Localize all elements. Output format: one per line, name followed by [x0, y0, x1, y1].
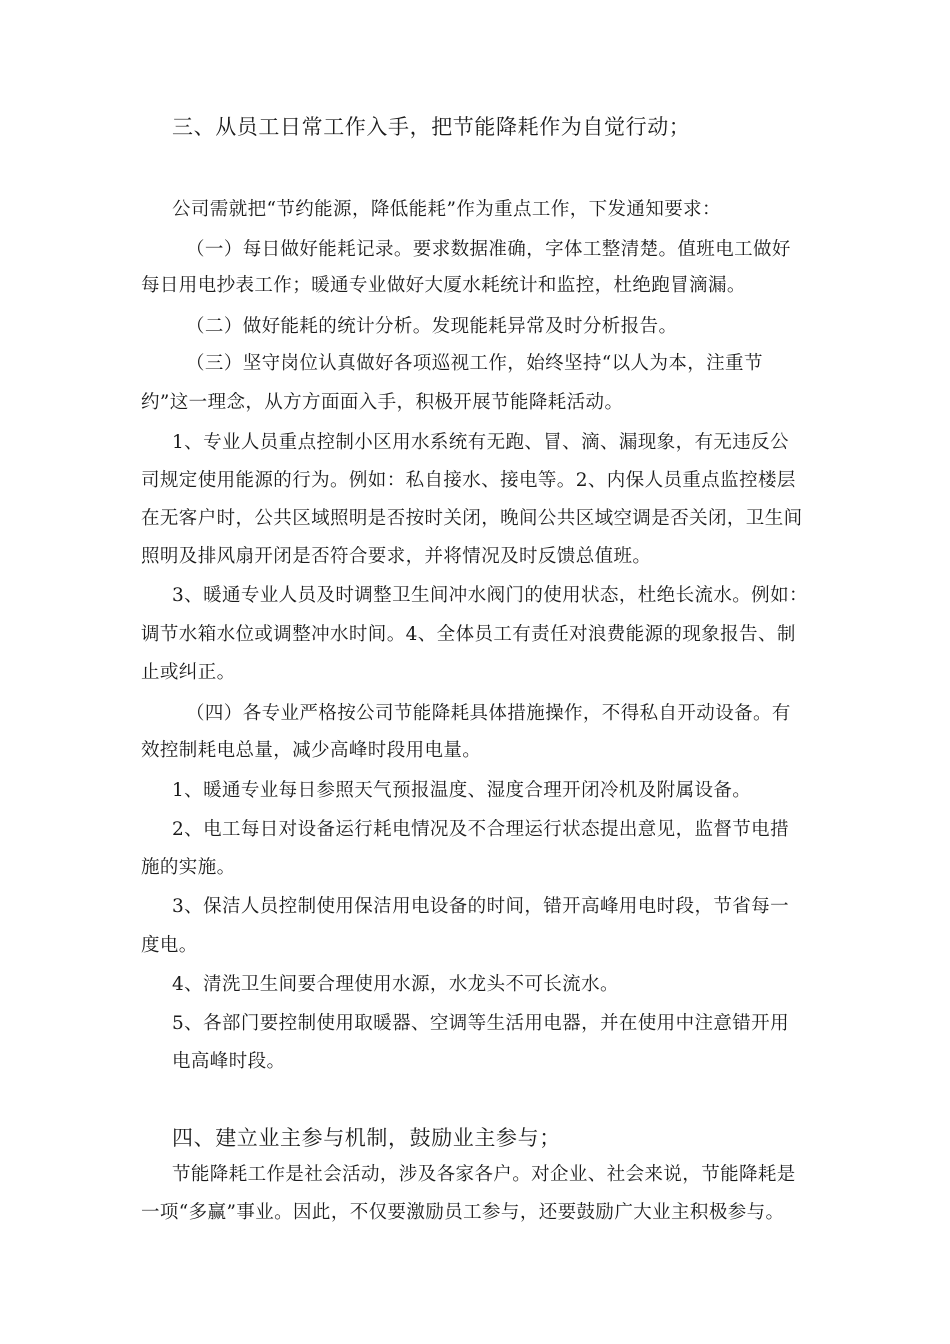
paragraph-line: 度电。 [141, 935, 198, 956]
paragraph-line: 效控制耗电总量，减少高峰时段用电量。 [141, 740, 482, 761]
paragraph-line: 调节水箱水位或调整冲水时间。4、全体员工有责任对浪费能源的现象报告、制 [141, 624, 796, 645]
paragraph-line: 约”这一理念，从方方面面入手，积极开展节能降耗活动。 [141, 392, 624, 413]
section-3-heading: 三、从员工日常工作入手，把节能降耗作为自觉行动； [172, 115, 691, 139]
paragraph-line: 一项“多赢”事业。因此，不仅要激励员工参与，还要鼓励广大业主积极参与。 [141, 1202, 785, 1223]
paragraph-line: 3、暖通专业人员及时调整卫生间冲水阀门的使用状态，杜绝长流水。例如： [172, 585, 808, 606]
paragraph-line: 节能降耗工作是社会活动，涉及各家各户。对企业、社会来说，节能降耗是 [172, 1164, 796, 1185]
paragraph-line: 施的实施。 [141, 857, 236, 878]
paragraph-line: 5、各部门要控制使用取暖器、空调等生活用电器，并在使用中注意错开用 [172, 1013, 789, 1034]
paragraph-line: （四）各专业严格按公司节能降耗具体措施操作，不得私自开动设备。有 [186, 703, 791, 724]
paragraph-line: 止或纠正。 [141, 662, 236, 683]
paragraph-line: 司规定使用能源的行为。例如：私自接水、接电等。2、内保人员重点监控楼层 [141, 470, 796, 491]
paragraph-line: 2、电工每日对设备运行耗电情况及不合理运行状态提出意见，监督节电措 [172, 819, 789, 840]
paragraph-line: （二）做好能耗的统计分析。发现能耗异常及时分析报告。 [186, 316, 678, 337]
paragraph-line: 电高峰时段。 [172, 1051, 286, 1072]
paragraph-line: 4、清洗卫生间要合理使用水源，水龙头不可长流水。 [172, 974, 619, 995]
paragraph-line: 公司需就把“节约能源，降低能耗”作为重点工作，下发通知要求： [172, 199, 721, 220]
paragraph-line: （三）坚守岗位认真做好各项巡视工作，始终坚持“以人为本，注重节 [186, 353, 763, 374]
paragraph-line: （一）每日做好能耗记录。要求数据准确，字体工整清楚。值班电工做好 [186, 239, 791, 260]
paragraph-line: 1、暖通专业每日参照天气预报温度、湿度合理开闭冷机及附属设备。 [172, 780, 752, 801]
paragraph-line: 1、专业人员重点控制小区用水系统有无跑、冒、滴、漏现象，有无违反公 [172, 432, 789, 453]
paragraph-line: 每日用电抄表工作；暖通专业做好大厦水耗统计和监控，杜绝跑冒滴漏。 [141, 275, 746, 296]
paragraph-line: 照明及排风扇开闭是否符合要求，并将情况及时反馈总值班。 [141, 546, 652, 567]
section-4-heading: 四、建立业主参与机制，鼓励业主参与； [172, 1126, 561, 1150]
paragraph-line: 在无客户时，公共区域照明是否按时关闭，晚间公共区域空调是否关闭，卫生间 [141, 508, 803, 529]
paragraph-line: 3、保洁人员控制使用保洁用电设备的时间，错开高峰用电时段，节省每一 [172, 896, 789, 917]
